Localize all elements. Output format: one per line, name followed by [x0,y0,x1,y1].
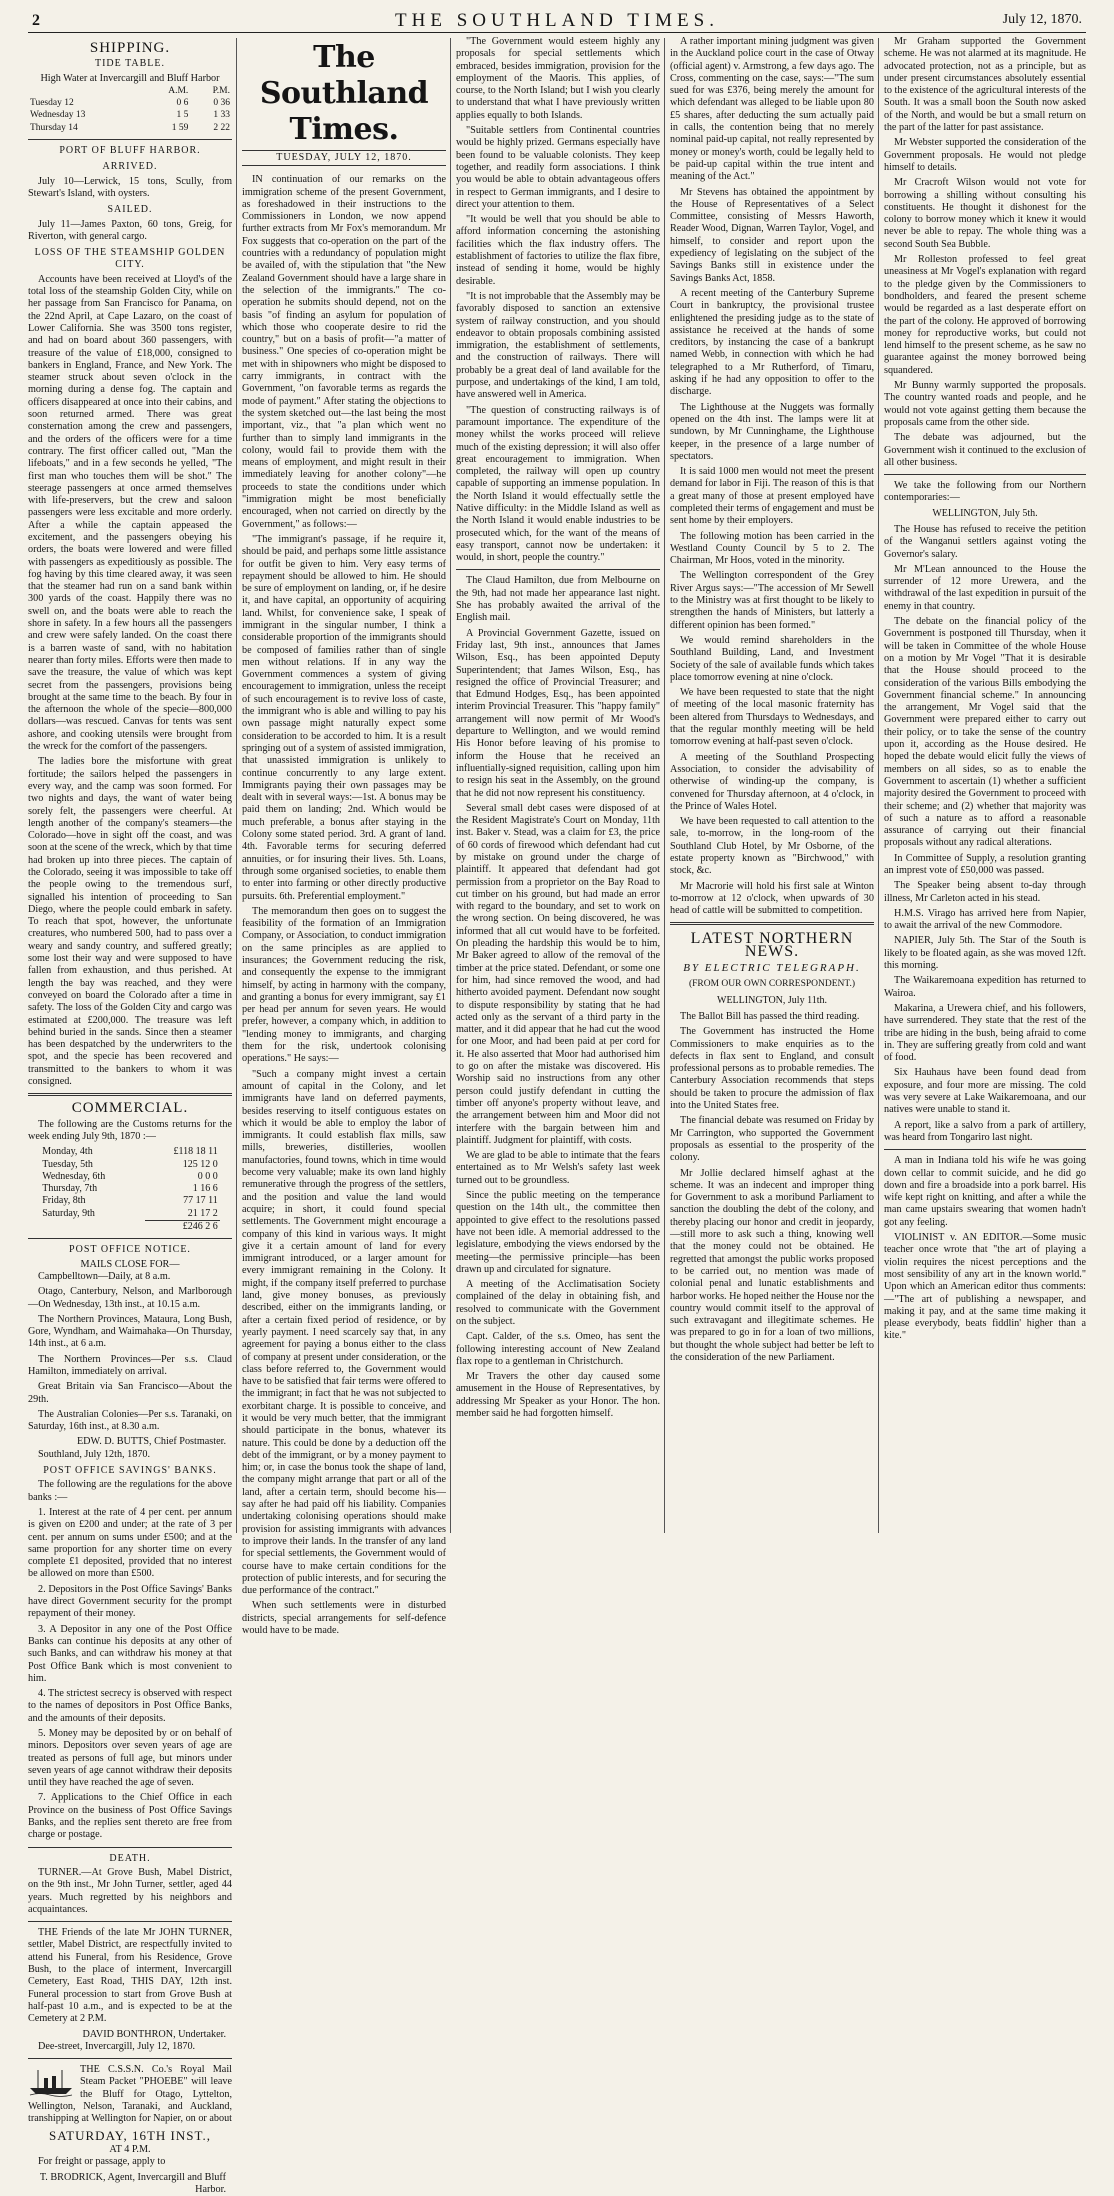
article-paragraph: "The question of constructing railways is of paramount importance. The expenditure of the money whilst the works proceed will relieve much of the existing depression; it will also offer great encouragement to immigration. When completed, the railway will open up country capable of supporting an immense population. In the North Island it would effectually settle the Native difficulty: in the Middle Island as well as the North Island it would enable industries to be prosecuted which, for the want of the means of easy transport, cannot now be undertaken: it would, in short, people the country." [456,405,660,565]
telegram-paragraph: The Ballot Bill has passed the third reading. [670,1011,874,1023]
extract-paragraph: The Speaker being absent to-day through illness, Mr Carleton acted in his stead. [884,880,1086,905]
local-news-item: We have been requested to state that the night of meeting of the local masonic fraternity has been altered from Thursdays to Wednesdays, and that the regular monthly meeting will be held tomorrow evening at half-past seven o'clock. [670,687,874,748]
post-item: Campbelltown—Daily, at 8 a.m. [28,1271,232,1283]
revenue-row [40,1208,220,1221]
post-item: Otago, Canterbury, Nelson, and Marlborough—On Wednesday, 13th inst., at 10.15 a.m. [28,1286,232,1311]
revenue-amount: 1 16 6 [145,1183,220,1195]
extract-paragraph: The debate on the financial policy of the Government is postponed till Thursday, when it will be taken in Committee of the whole House on a motion by Mr Vogel "That it is desirable that the House should proceed to the consideration of the various Bills embodying the Government financial scheme." In announcing the arrangement, Mr Vogel said that the Government were prepared either to carry out their policy, or to take the sense of the country upon it, according as the House desired. He hoped the debate would elicit fully the views of members on all sides, so as to enable the Government to ascertain (1) whether a sufficient majority desired the Government to proceed with their scheme; and (2) whether that majority was of such a nature as to afford a reasonable assurance of carrying out their financial proposals without any radical alterations. [884,616,1086,850]
tide-col-am: A.M. [144,85,191,97]
commercial-heading: COMMERCIAL. [28,1102,232,1114]
post-item: Great Britain via San Francisco—About the 29th. [28,1381,232,1406]
post-item: The Northern Provinces, Mataura, Long Bush, Gore, Wyndham, and Waimahaka—On Thursday, 14th inst., at 6 a.m. [28,1314,232,1351]
mails-label: MAILS CLOSE FOR— [28,1259,232,1271]
local-news-item: The Wellington correspondent of the Grey River Argus says:—"The accession of Mr Sewell to the Ministry was at first thought to be likely to strengthen the hands of Ministers, but latterly a different opinion has been formed." [670,570,874,631]
telegram-paragraph: The financial debate was resumed on Friday by Mr Carrington, who supported the Government proposals as essential to the prosperity of the colony. [670,1115,874,1164]
post-signature: EDW. D. BUTTS, Chief Postmaster. [28,1436,226,1448]
steam-notice: THE C.S.S.N. Co.'s Royal Mail Steam Packet "PHOEBE" will leave the Bluff for Otago, Lyttelton, Wellington, Nelson, Taranaki, and Auckland, transhipping at Wellington for Napier, on or about [28,2064,232,2125]
editorial-paragraph: When such settlements were in disturbed districts, special arrangements for self-defence would have to be made. [242,1600,446,1637]
article-paragraph: "Suitable settlers from Continental countries would be highly prized. Germans especially have been found to be valuable colonists. They keep together, and readily form associations. I think you would be able to obtain advantageous offers in respect to German immigrants, and I desire to direct your attention to them. [456,125,660,211]
savings-item: 7. Applications to the Chief Office in each Province on the business of Post Office Savings Banks, and the replies sent thereto are free from charge or postage. [28,1792,232,1841]
local-news-item: The Lighthouse at the Nuggets was formally opened on the 4th inst. The lamps were lit at sundown, by Mr Cunninghame, the Lighthouse keeper, in the presence of a large number of spectators. [670,402,874,463]
telegram-paragraph: Mr Webster supported the consideration of the Government proposals. He would not pledge himself to details. [884,137,1086,174]
editorial-paragraph: IN continuation of our remarks on the immigration scheme of the present Government, as foreshadowed in their instructions to the Commissioners in London, we now append further extracts from Mr Fox's memorandum. Mr Fox suggests that co-operation on the part of the countries with a redundancy of population might be availed of, with the stipulation that "the New Zealand Government should have a large share in the selection of the immigrants." The co-operation he submits should depend, not on the basis "of finding an asylum for population of which those who cooperate desire to rid the country," but on a basis of profit—"a matter of business." One species of co-operation might be met with in shipowners who might be disposed to carry immigrants, in contract with the Government, "on favorable terms as regards the mode of payment." After stating the objections to the system sketched out—the last being the most important, viz., that "a plan which went no further than to simply land immigrants in the colony, would fail to provide them with the means of employment, and might result in their immediately leaving for another colony"—he proceeds to state the conditions under which "immigration might be most beneficially encouraged, when not carried on directly by the Government," as follows:— [242,174,446,531]
post-item: The Australian Colonies—Per s.s. Taranaki, on Saturday, 16th inst., at 8.30 a.m. [28,1409,232,1434]
sailed-text: July 11—James Paxton, 60 tons, Greig, for Riverton, with general cargo. [28,219,232,244]
death-notice: TURNER.—At Grove Bush, Mabel District, on the 9th inst., Mr John Turner, settler, aged 44 years. Much regretted by his neighbors and acquaintances. [28,1867,232,1916]
telegram-paragraph: Mr Graham supported the Government scheme. He was not alarmed at its magnitude. He advocated protection, not as a principle, but as under present circumstances absolutely essential to the existence of the agricultural interests of the South. It was a small boon the South now asked of the North, and would be but a small return on the part of the latter for past assistance. [884,36,1086,134]
extract-paragraph: Six Hauhaus have been found dead from exposure, and four more are missing. The cold was very severe at Lake Waikaremoana, and our natives were unable to stand it. [884,1067,1086,1116]
extract-paragraph: NAPIER, July 5th. The Star of the South is likely to be floated again, as she was moved 12ft. this morning. [884,935,1086,972]
shipping-heading: SHIPPING. [28,42,232,54]
revenue-day: Friday, 8th [40,1195,144,1207]
savings-item: 2. Depositors in the Post Office Savings' Banks have direct Government security for the prompt repayment of their money. [28,1584,232,1621]
revenue-day: Wednesday, 6th [40,1171,144,1183]
revenue-amount: 125 12 0 [145,1159,220,1171]
local-news-item: We are glad to be able to intimate that the fears entertained as to Mr Welsh's safety last week turned out to be groundless. [456,1150,660,1187]
divider [28,139,232,140]
local-news-item: Mr Travers the other day caused some amusement in the House of Representatives, by addressing Mr Speaker as your Honor. The hon. member said he had forgotten himself. [456,1371,660,1420]
loss-paragraph: The ladies bore the misfortune with great fortitude; the sailors helped the passengers in every way, and the camp was soon formed. For two nights and days, the want of water being sorely felt, the passengers were cheerful. At length another of the company's steamers—the Colorado—hove in sight off the coast, and was soon at the scene of the wreck, which by that time had broken up into three pieces. The captain of the Colorado, seeing it was impossible to take off the people owing to the tremendous surf, signalled his intention of proceeding to San Diego, where the people could embark in safety. To reach that spot, however, the unfortunate creatures, who numbered 500, had to pass over a weary and sandy country, and suffered greatly; some lost their way and were supposed to have fallen from exhaustion, and thus perished. At length the bay was reached, and they were conveyed on board the Colorado after a time in safety. The loss of the Golden City and cargo was estimated at £200,000. The treasure was left behind buried in the sands. Since then a steamer has been despatched by the underwriters to the spot, and the specie has been recovered and transmitted to the bankers to whom it was consigned. [28,756,232,1088]
article-paragraph: "The Government would esteem highly any proposals for special settlements which embraced, besides immigration, provision for the employment of the Maoris. This applies, of course, to the North Island; but I wish you clearly to understand that what I have previously written applies equally to both Islands. [456,36,660,122]
post-dateline: Southland, July 12th, 1870. [28,1449,232,1461]
local-news-item: A meeting of the Southland Prospecting Association, to consider the advisability of otherwise of winding-up the company, is convened for Thursday afternoon, at 4 o'clock, in the Prince of Wales Hotel. [670,752,874,813]
revenue-day: Monday, 4th [40,1146,144,1158]
revenue-row [40,1195,220,1207]
extract-paragraph: The Waikaremoana expedition has returned to Wairoa. [884,975,1086,1000]
local-news-item: A rather important mining judgment was given in the Auckland police court in the case of Otway (official agent) v. Armstrong, a few days ago. The Cross, commenting on the case, says:—"The sum sued for was £376, being merely the amount for which defendant was alleged to be liable upon 80 £5 shares, after deducting the sum actually paid in calls, the contention being that no merely nominal paid-up capital, not really represented by money or money's worth, could be legally held to be paid-up capital within the true intent and meaning of the Act." [670,36,874,184]
correspondent-line: (FROM OUR OWN CORRESPONDENT.) [670,978,874,990]
savings-item: 5. Money may be deposited by or on behalf of minors. Depositors over seven years of age are treated as persons of full age, but minors under seven years of age cannot withdraw their deposits until they have reached the age of seven. [28,1728,232,1789]
revenue-day: Tuesday, 5th [40,1159,144,1171]
local-news-item: The Claud Hamilton, due from Melbourne on the 9th, had not made her appearance last night. She has probably awaited the arrival of the English mail. [456,575,660,624]
local-news-item: We would remind shareholders in the Southland Building, Land, and Investment Society of the sale of available funds which takes place tomorrow evening at nine o'clock. [670,635,874,684]
divider [456,569,660,570]
steam-date: SATURDAY, 16TH INST., [28,2130,232,2142]
tide-row [28,97,232,109]
revenue-row [40,1146,220,1158]
loss-heading: LOSS OF THE STEAMSHIP GOLDEN CITY. [28,247,232,272]
tide-header-row [28,85,232,97]
tide-am: 1 59 [144,122,191,134]
northern-news-heading: LATEST NORTHERN NEWS. [670,933,874,958]
local-news-item: Since the public meeting on the temperance question on the 14th ult., the committee then appointed to give effect to the resolutions passed have not been idle. A memorial addressed to the legislature, embodying the views endorsed by the meeting—the permissive principle—has been drawn up and circulated for signature. [456,1190,660,1276]
local-news-item: We have been requested to call attention to the sale, to-morrow, in the long-room of the Southland Club Hotel, by Mr Osborne, of the estate property known as "Birchwood," with stock, &c. [670,816,874,877]
telegram-paragraph: Mr Jollie declared himself aghast at the scheme. It was an indecent and improper thing for Government to ask a moribund Parliament to sanction the doubling the debt of the colony, and thereby placing our honor and credit in jeopardy,—still more to ask such a thing, knowing well that the money could not be obtained. He regretted that amongst the public works proposed to be carried out, no mention was made of colonial penal and lunatic establishments and harbor works. He hoped neither the House nor the country would commit itself to the approval of such extravagant and illegitimate schemes. He was prepared to go in for a loan of two millions, but thought the whole subject had better be left to the consideration of the new Parliament. [670,1168,874,1365]
arrived-text: July 10—Lerwick, 15 tons, Scully, from Stewart's Island, with oysters. [28,176,232,201]
arrived-label: ARRIVED. [28,161,232,173]
page-header [28,8,1086,33]
telegraph-subheading: BY ELECTRIC TELEGRAPH. [670,962,874,974]
column-rule [664,38,665,1533]
column-1 [28,36,232,1536]
local-news-item: A recent meeting of the Canterbury Supreme Court in bankruptcy, the provisional trustee enlightened the presiding judge as to the state of assistance he received at the hands of some creditors, by instancing the case of a bankrupt named Webb, in connection with which he had telegraphed to a Mr Rutherford, of Timaru, asking if he had any opposition to offer to the discharge. [670,288,874,399]
column-4 [670,36,874,1536]
revenue-table [40,1146,220,1233]
savings-item: 4. The strictest secrecy is observed with respect to the names of depositors in Post Office Banks, and the amounts of their deposits. [28,1688,232,1725]
extract-dateline: WELLINGTON, July 5th. [884,508,1086,520]
tide-day: Thursday 14 [28,122,144,134]
extract-paragraph: A report, like a salvo from a park of artillery, was heard from Tongariro last night. [884,1120,1086,1145]
funeral-dateline: Dee-street, Invercargill, July 12, 1870. [28,2041,232,2053]
tide-note: High Water at Invercargill and Bluff Harbor [28,73,232,85]
tide-row [28,122,232,134]
extract-paragraph: Mr M'Lean announced to the House the surrender of 12 more Urewera, and the withdrawal of the last expedition in pursuit of the enemy in that country. [884,564,1086,613]
revenue-day: Saturday, 9th [40,1208,144,1221]
tide-table [28,85,232,134]
telegram-paragraph: The Government has instructed the Home Commissioners to make enquiries as to the defects in flax sent to England, and consult professional persons as to probable remedies. The Canterbury Association recommends that steps should be taken to procure the admission of flax into the United States free. [670,1026,874,1112]
editorial-paragraph: "Such a company might invest a certain amount of capital in the Colony, and let immigrants have land on deferred payments, besides reserving to itself contiguous estates on which it would be able to employ the labor of immigrants. It could establish flax mills, saw mills, breweries, distilleries, woollen manufactories, found towns, which in time would become very valuable; make its own land highly remunerative through the progress of the settlers, and the position and value the land would acquire; in short, it could found special settlements. The Government might encourage a company of this kind in various ways. It might give it a certain amount of land for every immigrant introduced, or a larger amount for every immigrant remaining in the Colony. It might, if the company itself preferred to purchase land, give money bonuses, as previously described, either on the immigrants landing, or after a certain fixed period of residence, or by yearly payment. I need scarcely say that, in any agreement for paying a bonus either to the class of company at present under consideration, or the class before referred to, the Government would have to be satisfied that fair terms were offered to the immigrant; in fact that he was not subjected to exorbitant charge. It is possible to conceive, and it would be very much better, that the immigrant should participate in the bonus, whatever its nature. This could be done by a deduction off the debt of the immigrant, or by a money payment to him; or, in case the bonus took the shape of land, the company might arrange that part or all of the land, after a certain term, should become his—say after he had paid off his liability. Companies undertaking colonising operations should make provision for assisting immigrants with advances to improve their lands. In the transfer of any land for special settlements, the Government would of course have to make certain conditions for the protection of public interests, and for securing the due performance of the contract." [242,1069,446,1598]
tide-pm: 2 22 [190,122,232,134]
extract-paragraph: The House has refused to receive the petition of the Wanganui settlers against voting the Governor's salary. [884,524,1086,561]
extract-intro: We take the following from our Northern contemporaries:— [884,480,1086,505]
loss-paragraph: Accounts have been received at Lloyd's of the total loss of the steamship Golden City, while on her passage from San Francisco for Panama, on the 22nd April, at Cape Lazaro, on the coast of Lower California. She was 3500 tons register, and had on board about 360 passengers, with treasure of the value of £18,000, consigned to bankers in England, France, and New York. The steamer struck about seven o'clock in the morning during a dense fog. The captain and officers disappeared at once into their cabins, and soon returned armed. There was great consternation among the crew and passengers, and the orders of the officers were for a time contrary. The first officer called out, "Man the lifeboats," and in a few seconds he yelled, "The first man who touches them will be shot." The steerage passengers at once armed themselves with life-preservers, but the crew and saloon passengers were less excitable and more orderly. After a while the captain appeased the excitement, and the passengers obeying his orders, the boats were lowered and were filled with passengers as expeditiously as possible. The fog having by this time cleared away, it was seen that the steamer had run on a sand bank within 300 yards of the coast. Happily there was no swell on, and the boats were able to reach the shore in safety. In a few hours all the passengers and crew were safely landed. On the coast there is a barren waste of sand, with no habitation nearer than forty miles. Efforts were then made to save the treasure, the value of which was kept secret from the passengers, provisions being brought at the same time to the beach. By four in the afternoon the whole of the specie—800,000 dollars—was rescued. Canvas for tents was sent ashore, and cooking utensils were brought from the wreck for the comfort of the passengers. [28,274,232,754]
revenue-row [40,1183,220,1195]
telegram-paragraph: Mr Bunny warmly supported the proposals. The country wanted roads and people, and he would not vote against getting them because the proposals came from the other side. [884,380,1086,429]
steamship-icon [28,2066,74,2096]
telegram-paragraph: The debate was adjourned, but the Government wish it continued to the exclusion of all other business. [884,432,1086,469]
local-news-item: It is said 1000 men would not meet the present demand for labor in Fiji. The reason of this is that a great many of those at present employed have completed their terms of engagement and must be sent home by their employers. [670,466,874,527]
revenue-amount: 21 17 2 [145,1208,220,1221]
anecdote-paragraph: A man in Indiana told his wife he was going down cellar to commit suicide, and he did go down and fire a broadside into a pork barrel. His wife kept right on knitting, and after a while the man came upstairs swearing that women hadn't got any feeling. [884,1155,1086,1229]
savings-item: 1. Interest at the rate of 4 per cent. per annum is given on £200 and under; at the rate of 3 per cent. per annum on sums under £500; and at the same proportion for any shorter time on every complete £1 deposited, provided that no interest be allowed on more than £500. [28,1507,232,1581]
article-paragraph: "It would be well that you should be able to afford information concerning the astonishing facilities which the flax industry offers. The establishment of factories to utilize the flax fibre, instead of sending it home, would be highly desirable. [456,214,660,288]
column-3 [456,36,660,1536]
divider [28,1093,232,1096]
steam-time: AT 4 P.M. [28,2144,232,2156]
telegram-paragraph: Mr Cracroft Wilson would not vote for borrowing a shilling without consulting his constituents. He thought it dishonest for the colony to borrow money which it knew it would never be able to repay. The whole thing was a second South Sea Bubble. [884,177,1086,251]
tide-day: Tuesday 12 [28,97,144,109]
local-news-item: Mr Stevens has obtained the appointment by the House of Representatives of a Select Committee, consisting of Messrs Haworth, Reader Wood, Dignan, Warren Taylor, Vogel, and himself, to consider and report upon the expediency of legislating on the subject of the Savings Banks still in existence under the Savings Banks Act, 1858. [670,187,874,285]
editorial-dateline: TUESDAY, JULY 12, 1870. [242,150,446,166]
steam-signature: T. BRODRICK, Agent, Invercargill and Bluff Harbor. [28,2172,226,2196]
post-heading: POST OFFICE NOTICE. [28,1244,232,1256]
tide-day: Wednesday 13 [28,109,144,121]
savings-item: 3. A Depositor in any one of the Post Office Banks can continue his deposits at any other of such Banks, and can withdraw his money at that Post Office Bank which is most convenient to him. [28,1624,232,1685]
divider [28,1847,232,1848]
article-paragraph: "It is not improbable that the Assembly may be favorably disposed to sanction an extensive system of railway construction, and you should endeavor to obtain proposals combining assisted immigration, the establishment of settlements, and the construction of railways. There will probably be a great deal of land available for the purpose, and undertakings of the kind, I am told, have answered well in America. [456,291,660,402]
revenue-amount: £118 18 11 [145,1146,220,1158]
column-rule [878,38,879,1533]
funeral-signature: DAVID BONTHRON, Undertaker. [28,2029,226,2041]
tide-pm: 0 36 [190,97,232,109]
local-news-item: Several small debt cases were disposed of at the Resident Magistrate's Court on Monday, 11th inst. Baker v. Stead, was a claim for £3, the price of 60 cords of firewood which defendant had cut by mistake on ground under the charge of plaintiff. It appeared that defendant had got permission from a proprietor on the Bay Road to cut timber on his ground, but had made an error with regard to the boundary, and set to work on the wrong section. On being discovered, he was informed that all cut would have to be forfeited. On pleading the hardship this would be to him, Mr Baker agreed to allow of the removal of the timber at the price stated. Defendant, or some one for him, had since removed the wood, and had hitherto avoided payment. Defendant now sought to dispute responsibility by stating that he had acted only as the servant of a third party in the matter, and it did appear that he had cut the wood for one Moor, and had been paid at per cord for it. He also asserted that Moor had authorised him to go on after the mistake was discovered. His Worship said no instructions from any other person could justify defendant in cutting the timber off anyone's property without leave, and the arrangement between him and Moor did not interfere with the bargain between him and plaintiff. Judgment for plaintiff, with costs. [456,803,660,1147]
revenue-intro: The following are the Customs returns for the week ending July 9th, 1870 :— [28,1119,232,1144]
header-date: July 12, 1870. [1003,12,1082,28]
local-news-item: A meeting of the Acclimatisation Society complained of the delay in obtaining fish, and resolved to communicate with the Government on the subject. [456,1279,660,1328]
extract-paragraph: In Committee of Supply, a resolution granting an imprest vote of £50,000 was passed. [884,853,1086,878]
newspaper-title: THE SOUTHLAND TIMES. [28,10,1086,32]
revenue-total: £246 2 6 [145,1221,220,1234]
divider [28,1921,232,1922]
divider [28,2058,232,2059]
revenue-total-row [40,1221,220,1234]
wellington-dateline: WELLINGTON, July 11th. [670,995,874,1007]
column-2 [242,36,446,1536]
revenue-amount: 77 17 11 [145,1195,220,1207]
revenue-day: Thursday, 7th [40,1183,144,1195]
local-news-item: Capt. Calder, of the s.s. Omeo, has sent the following interesting account of New Zealand flax rope to a gentleman in Christchurch. [456,1331,660,1368]
anecdote-paragraph: VIOLINIST v. AN EDITOR.—Some music teacher once wrote that "the art of playing a violin requires the nicest perceptions and the most sensibility of any art in the known world." Upon which an American editor thus comments:—"The art of publishing a newspaper, and making it pay, and at the same time making it please everybody, beats fiddlin' higher than a kite." [884,1232,1086,1343]
steam-footer: For freight or passage, apply to [28,2156,232,2168]
extract-paragraph: Makarina, a Urewera chief, and his followers, have surrendered. They state that the rest of the tribe are hiding in the bush, being afraid to come in. They are suffering greatly from cold and want of food. [884,1003,1086,1064]
editorial-paragraph: "The immigrant's passage, if he require it, should be paid, and perhaps some little assistance for outfit be given to him. Very easy terms of repayment should be allowed to him. He should be sure of employment on landing, or, if he desire it, and have capital, an opportunity of acquiring land. Whilst, for convenience sake, I speak of immigrant in the singular number, I think a considerable proportion of the immigrants should be composed of families rather than of single men without relations. If in any way the Government commences a system of giving encouragement to immigration, unless the receipt of such encouragement is to revive loss of caste, the immigrant who is able and willing to pay his own passage might naturally expect some consideration to be accorded to him. It is a result springing out of a system of assisted immigration, that unassisted immigration is unlikely to continue concurrently to any large extent. Immigrants paying their own passages may be dealt with in several ways:—1st. A bonus may be paid them on landing; 2nd. Which would be much preferable, a bonus after staying in the Colony some stated period. 3rd. A grant of land. 4th. Favorable terms for securing deferred annuities, or for insuring their lives. 5th. Loans, through some organised societies, to enable them to enter into farming or other directly productive pursuits. 6th. Preferential employment." [242,534,446,903]
savings-heading: POST OFFICE SAVINGS' BANKS. [28,1465,232,1477]
divider [884,1149,1086,1150]
divider [884,474,1086,475]
divider [670,922,874,925]
local-news-item: Mr Macrorie will hold his first sale at Winton to-morrow at 12 o'clock, when upwards of 30 head of cattle will be submitted to competition. [670,881,874,918]
tide-am: 1 5 [144,109,191,121]
port-heading: PORT OF BLUFF HARBOR. [28,145,232,157]
savings-intro: The following are the regulations for the above banks :— [28,1479,232,1504]
column-rule [236,38,237,1533]
revenue-row [40,1159,220,1171]
column-5 [884,36,1086,1536]
revenue-amount: 0 0 0 [145,1171,220,1183]
tide-pm: 1 33 [190,109,232,121]
tide-heading: TIDE TABLE. [28,58,232,70]
telegram-paragraph: Mr Rolleston professed to feel great uneasiness at Mr Vogel's explanation with regard to the pledge given by the Commissioners to bondholders, and feared the present scheme would be regarded as a last desperate effort on the part of the colony. He approved of borrowing money for reproductive works, but could not lend himself to the present scheme, as he saw no guarantee against the money borrowed being squandered. [884,254,1086,377]
funeral-notice: THE Friends of the late Mr JOHN TURNER, settler, Mabel District, are respectfully invited to attend his Funeral, from his Residence, Grove Bush, to the place of interment, Invercargill Cemetery, East Road, THIS DAY, 12th inst. Funeral procession to start from Grove Bush at half-past 10 a.m., and is expected to be at the Cemetery at 2 P.M. [28,1927,232,2025]
local-news-item: A Provincial Government Gazette, issued on Friday last, 9th inst., announces that James Wilson, Esq., has been appointed Deputy Superintendent; that James Wilson, Esq., has resigned the office of Provincial Treasurer; and that Edmund Hodges, Esq., has been appointed interim Provincial Treasurer. This "happy family" arrangement will now permit of Mr Wood's departure to Wellington, and we would remind His Honor before leaving of his promise to inform the House that he received an influentially-signed requisition, calling upon him to resign his seat in the Assembly, on the ground that he did not now represent his constituency. [456,628,660,800]
tide-am: 0 6 [144,97,191,109]
divider [28,1238,232,1239]
revenue-row [40,1171,220,1183]
editorial-paragraph: The memorandum then goes on to suggest the feasibility of the formation of an Immigration Company, or Association, to conduct immigration on the same principles as are applied to insurances; the Government reducing the risk, and consequently the expense to the immigrant himself, by acting in harmony with the company, and granting a bonus for every immigrant, say £1 per head per annum for seven years. He would prefer, however, a company which, in addition to "lending money to immigrants, and charging them for the risk, undertook colonising operations." He says:— [242,906,446,1066]
extract-paragraph: H.M.S. Virago has arrived here from Napier, to await the arrival of the new Commodore. [884,908,1086,933]
tide-col-pm: P.M. [190,85,232,97]
local-news-item: The following motion has been carried in the Westland County Council by 5 to 2. The Chairman, Mr Hoos, voted in the minority. [670,531,874,568]
column-rule [450,38,451,1533]
tide-row [28,109,232,121]
sailed-label: SAILED. [28,204,232,216]
post-item: The Northern Provinces—Per s.s. Claud Hamilton, immediately on arrival. [28,1354,232,1379]
editorial-masthead: The Southland Times. [242,40,446,148]
death-heading: DEATH. [28,1853,232,1865]
page-number: 2 [32,12,40,30]
